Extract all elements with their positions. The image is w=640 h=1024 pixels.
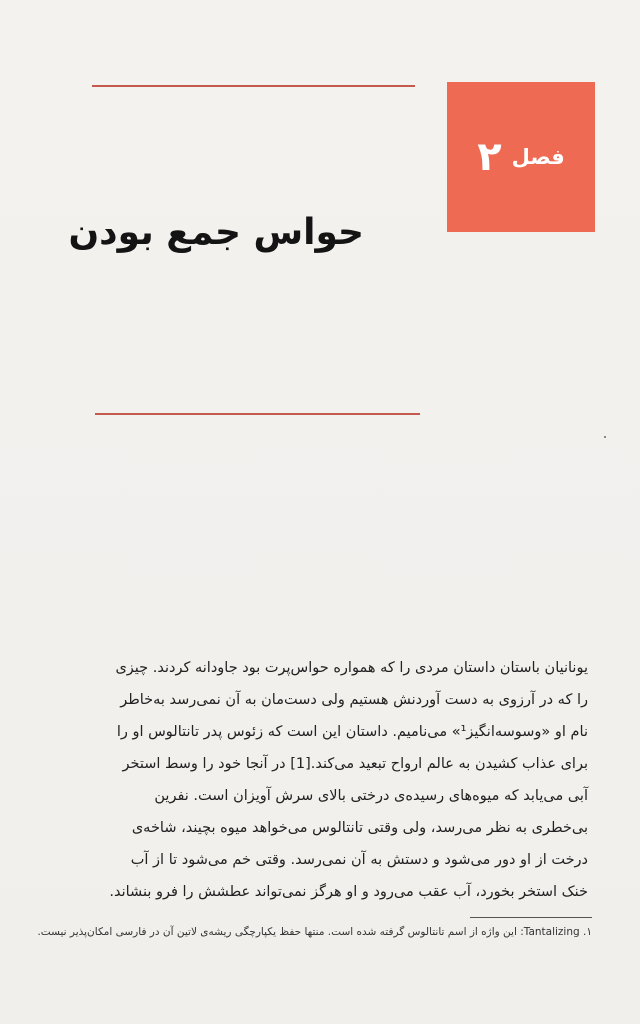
chapter-title: حواس جمع بودن <box>68 212 364 253</box>
body-line: برای عذاب کشیدن به عالم ارواح تبعید می‌کند.[1] در آنجا خود را وسط استخر <box>122 756 588 772</box>
chapter-badge <box>447 82 595 232</box>
chapter-label: فصل <box>511 145 565 169</box>
chapter-number: ۲ <box>477 134 502 180</box>
body-line: آبی می‌یابد که میوه‌های رسیده‌ی درختی بالای سرش آویزان است. نفرین <box>154 788 588 804</box>
body-line: نام او «وسوسه‌انگیز¹» می‌نامیم. داستان این است که زئوس پدر تانتالوس او را <box>116 724 588 740</box>
body-line: خنک استخر بخورد، آب عقب می‌رود و او هرگز نمی‌تواند عطشش را فرو بنشاند. <box>109 884 588 900</box>
title-divider <box>95 413 420 415</box>
page-speck <box>604 436 606 438</box>
body-line: بی‌خطری به نظر می‌رسد، ولی وقتی تانتالوس می‌خواهد میوه بچیند، شاخه‌ی <box>131 820 588 836</box>
body-line: یونانیان باستان داستان مردی را که همواره حواس‌پرت بود جاودانه کردند. چیزی <box>115 660 588 676</box>
body-paragraph <box>90 652 588 908</box>
body-line: را که در آرزوی به دست آوردنش هستیم ولی دست‌مان به آن نمی‌رسد به‌خاطر <box>120 692 588 708</box>
top-divider <box>92 85 415 87</box>
footnote: ۱. Tantalizing: این واژه از اسم تانتالوس گرفته شده است. منتها حفظ یکپارچگی ریشه‌ی لاتین آن در فارسی امکان‌پذیر نیست. <box>37 926 592 938</box>
footnote-divider <box>470 917 592 918</box>
body-line: درخت از او دور می‌شود و دستش به آن نمی‌رسد. وقتی خم می‌شود تا از آب <box>130 852 588 868</box>
